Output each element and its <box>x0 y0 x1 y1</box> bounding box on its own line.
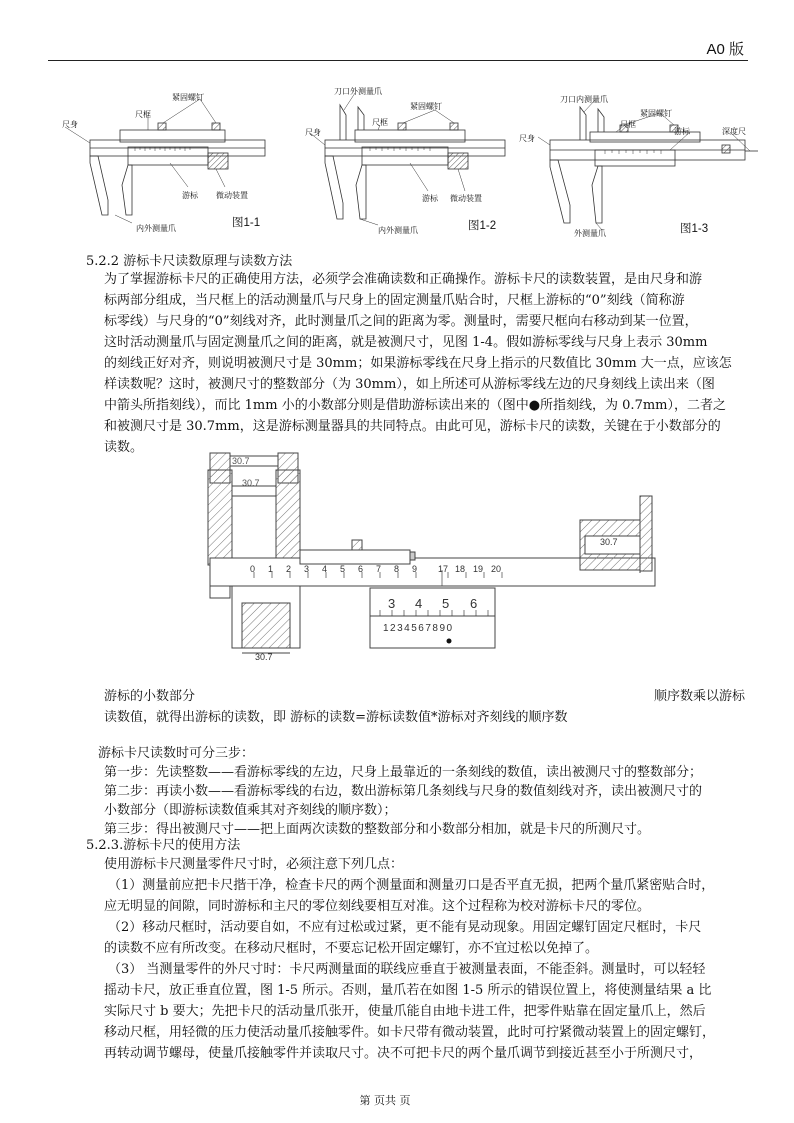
figure-1-2-caption: 图1-2 <box>468 220 497 232</box>
main-scale-tick-label: 9 <box>412 564 418 574</box>
section-5-2-3-line: （3） 当测量零件的外尺寸时：卡尺两测量面的联线应垂直于被测量表面，不能歪斜。测量时，可以轻轻 <box>108 962 706 977</box>
main-scale-tick-label: 18 <box>455 564 466 574</box>
depth-dimension-label: 30.7 <box>600 537 618 547</box>
main-scale-tick-label: 20 <box>491 564 502 574</box>
section-5-2-2-line: 标零线）与尺身的“0”刻线对齐，此时测量爪之间的距离为零。测量时，需要尺框向右移动到某一位置， <box>104 314 698 329</box>
main-scale-tick-label: 17 <box>438 564 449 574</box>
section-5-2-3-line: （2）移动尺框时，活动要自如，不应有过松或过紧，更不能有晃动现象。用固定螺钉固定尺框时，卡尺 <box>108 920 702 935</box>
fig1-label-vernier: 游标 <box>182 191 198 200</box>
zoom-main-label: 4 <box>415 596 423 611</box>
header-rule <box>48 60 748 61</box>
fig3-label-depth: 深度尺 <box>722 127 746 136</box>
section-5-2-3-line: 实际尺寸 b 要大；先把卡尺的活动量爪张开，使量爪能自由地卡进工件，把零件贴靠在固定量爪上，然后 <box>104 1004 706 1019</box>
steps-intro: 游标卡尺读数时可分三步： <box>98 746 255 761</box>
top-dimension-label: 30.7 <box>232 456 250 466</box>
main-scale-tick-label: 6 <box>358 564 364 574</box>
section-5-2-2-line: 样读数呢？这时，被测尺寸的整数部分（为 30mm），如上所述可从游标零线左边的尺身刻线上读出来（图 <box>104 377 715 392</box>
section-5-2-3-line: 摇动卡尺，放正垂直位置，图 1-5 所示。否则，量爪若在如图 1-5 所示的错误位置上，将使测量结果 a 比 <box>104 983 712 998</box>
fig1-label-fine: 微动装置 <box>216 191 248 200</box>
section-5-2-2-heading: 5.2.2 游标卡尺读数原理与读数方法 <box>86 254 293 269</box>
step-line: 第三步：得出被测尺寸——把上面两次读数的整数部分和小数部分相加，就是卡尺的所测尺寸。 <box>104 822 651 837</box>
fraction-left-text: 游标的小数部分 <box>104 689 196 704</box>
fig2-label-vernier: 游标 <box>422 194 438 203</box>
fraction-line-2: 读数值，就得出游标的读数，即 游标的读数=游标读数值*游标对齐刻线的顺序数 <box>104 710 568 725</box>
page-footer <box>0 1092 794 1108</box>
figure-1-2-drawing <box>300 85 510 235</box>
figure-1-3-caption: 图1-3 <box>680 223 709 235</box>
fig3-label-knife-jaw: 刀口内测量爪 <box>560 95 608 104</box>
main-scale-tick-label: 4 <box>322 564 328 574</box>
section-5-2-2-line: 的刻线正好对齐，则说明被测尺寸是 30mm；如果游标零线在尺身上指示的尺数值比 30mm 大一点，应该怎 <box>104 356 732 371</box>
fig1-label-screw: 紧固螺钉 <box>172 93 204 102</box>
fig3-label-screw: 紧固螺钉 <box>640 109 672 118</box>
fig3-label-vernier: 游标 <box>674 127 690 136</box>
section-5-2-2-line: 和被测尺寸是 30.7mm，这是游标测量器具的共同特点。由此可见，游标卡尺的读数，关键在于小数部分的 <box>104 419 721 434</box>
section-5-2-2-line: 标两部分组成，当尺框上的活动测量爪与尺身上的固定测量爪贴合时，尺框上游标的“0”刻线（简称游 <box>104 293 685 308</box>
section-5-2-3-line: 应无明显的间隙，同时游标和主尺的零位刻线要相互对准。这个过程称为校对游标卡尺的零位。 <box>104 899 651 914</box>
zoom-main-label: 6 <box>470 596 478 611</box>
fig2-label-frame: 尺框 <box>372 118 388 127</box>
main-scale-tick-label: 1 <box>268 564 274 574</box>
section-5-2-3-line: 的读数不应有所改变。在移动尺框时，不要忘记松开固定螺钉，亦不宜过松以免掉了。 <box>104 941 599 956</box>
main-scale-tick-label: 3 <box>304 564 310 574</box>
main-scale-tick-label: 7 <box>376 564 382 574</box>
main-scale-tick-label: 5 <box>340 564 346 574</box>
section-5-2-3-heading: 5.2.3.游标卡尺的使用方法 <box>86 838 241 853</box>
step-line: 小数部分（即游标读数值乘其对齐刻线的顺序数）； <box>104 803 397 818</box>
bottom-dimension-label: 30.7 <box>255 652 273 662</box>
main-scale-tick-label: 8 <box>394 564 400 574</box>
fig3-label-outer-jaw: 外测量爪 <box>574 229 606 238</box>
main-scale-tick-label: 2 <box>286 564 292 574</box>
section-5-2-3-line: （1）测量前应把卡尺揩干净，检查卡尺的两个测量面和测量刃口是否平直无损，把两个量爪紧密贴合时， <box>108 878 715 893</box>
fraction-right-text: 顺序数乘以游标 <box>654 689 746 704</box>
section-5-2-2-line: 这时活动测量爪与固定测量爪之间的距离，就是被测尺寸，见图 1-4。假如游标零线与尺身上表示 30mm <box>104 335 708 350</box>
section-5-2-3-line: 移动尺框，用轻微的压力使活动量爪接触零件。如卡尺带有微动装置，此时可拧紧微动装置上的固定螺钉， <box>104 1025 716 1040</box>
fig2-label-screw: 紧固螺钉 <box>410 102 442 111</box>
inner-dimension-label: 30.7 <box>242 478 260 488</box>
section-5-2-3-line: 使用游标卡尺测量零件尺寸时，必须注意下列几点： <box>104 857 404 872</box>
section-5-2-3-line: 再转动调节螺母，使量爪接触零件并读取尺寸。决不可把卡尺的两个量爪调节到接近甚至小于所测尺寸， <box>104 1046 703 1061</box>
zoom-main-label: 5 <box>442 596 450 611</box>
main-scale-tick-label: 0 <box>250 564 256 574</box>
fig2-label-ruler-body: 尺身 <box>305 128 321 137</box>
figure-1-1-caption: 图1-1 <box>232 217 261 229</box>
fig3-label-ruler-body: 尺身 <box>519 134 535 143</box>
fig3-label-frame: 尺框 <box>620 120 636 129</box>
fig2-label-jaws: 内外测量爪 <box>378 226 418 235</box>
figure-1-1-drawing <box>60 85 270 235</box>
fig1-label-frame: 尺框 <box>135 110 151 119</box>
zoom-vernier-label: 1234567890 <box>383 623 454 634</box>
section-5-2-2-line: 为了掌握游标卡尺的正确使用方法，必须学会准确读数和正确操作。游标卡尺的读数装置，是由尺身和游 <box>104 272 703 287</box>
section-5-2-2-line: 中箭头所指刻线），而比 1mm 小的小数部分则是借助游标读出来的（图中●所指刻线，为 0.7mm），二者之 <box>104 398 726 413</box>
section-5-2-2-line: 读数。 <box>104 440 144 455</box>
fig1-label-ruler-body: 尺身 <box>62 120 78 129</box>
page-footer-text: 第 页共 页 <box>359 1094 411 1107</box>
fig2-label-knife-jaw: 刀口外测量爪 <box>334 87 382 96</box>
step-line: 第一步：先读整数——看游标零线的左边，尺身上最靠近的一条刻线的数值，读出被测尺寸的整数部分； <box>104 765 703 780</box>
version-label: A0 版 <box>706 41 744 58</box>
step-line: 第二步：再读小数——看游标零线的右边，数出游标第几条刻线与尺身的数值刻线对齐，读出被测尺寸的 <box>104 784 703 799</box>
fig1-label-jaws: 内外测量爪 <box>136 224 176 233</box>
zoom-main-label: 3 <box>388 596 396 611</box>
main-scale-tick-label: 19 <box>473 564 484 574</box>
fig2-label-fine: 微动装置 <box>450 194 482 203</box>
